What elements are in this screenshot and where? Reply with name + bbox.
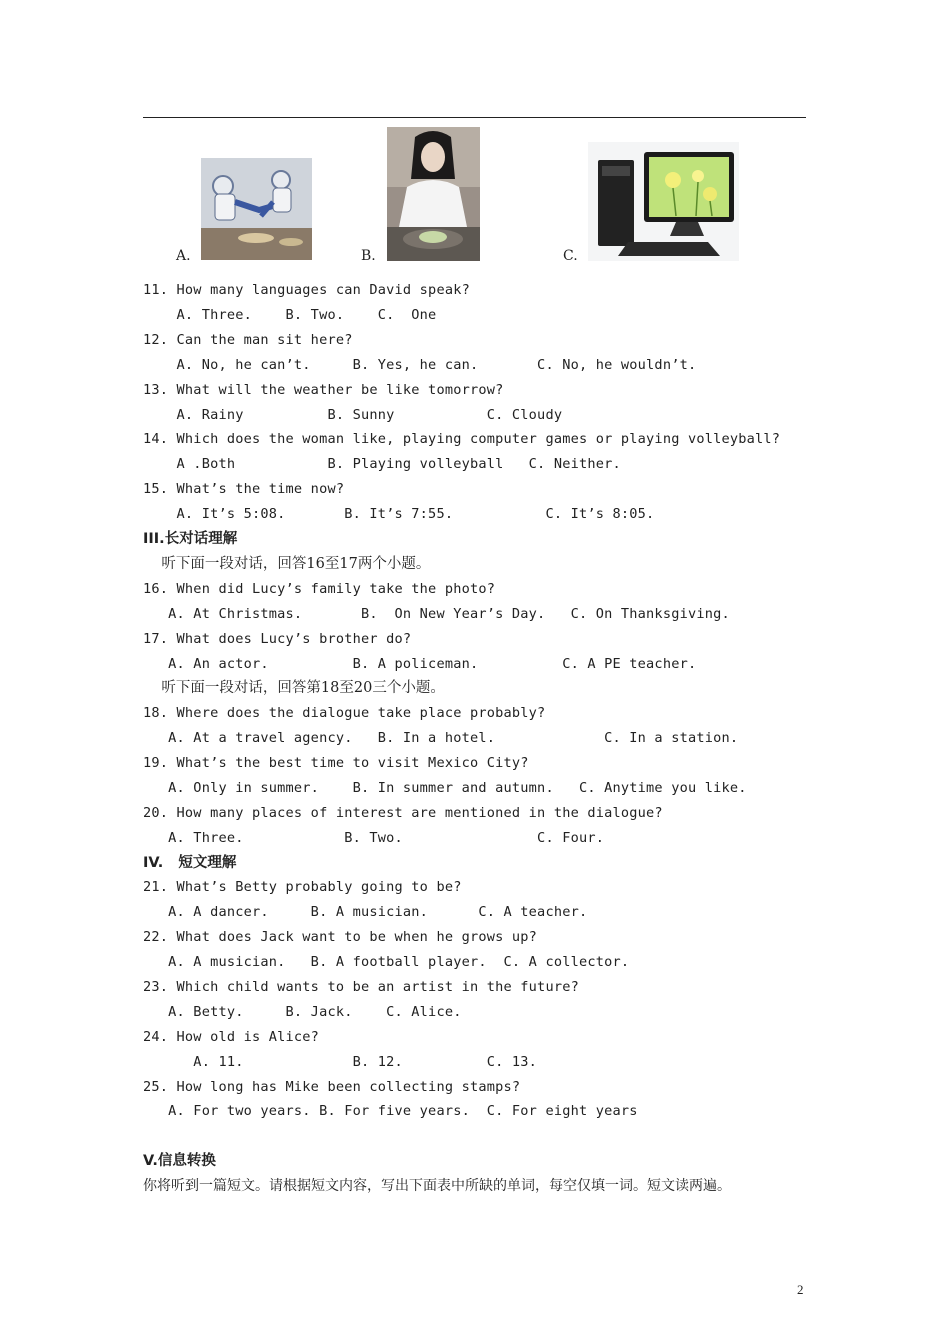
question-15: 15. What’s the time now? [143,481,345,497]
desktop-computer-image [588,142,739,261]
options-25: A. For two years. B. For five years. C. For eight years [143,1103,638,1119]
question-18: 18. Where does the dialogue take place probably? [143,705,546,721]
option-b-label: B. [361,248,376,264]
question-17: 17. What does Lucy’s brother do? [143,631,412,647]
options-19: A. Only in summer. B. In summer and autumn. C. Anytime you like. [143,780,747,796]
header-rule [143,117,806,118]
question-24: 24. How old is Alice? [143,1029,320,1045]
question-25: 25. How long has Mike been collecting stamps? [143,1079,521,1095]
question-20: 20. How many places of interest are mentioned in the dialogue? [143,805,663,821]
options-18: A. At a travel agency. B. In a hotel. C. In a station. [143,730,739,746]
section-iii-heading: III.长对话理解 [143,531,238,547]
question-23: 23. Which child wants to be an artist in the future? [143,979,579,995]
options-16: A. At Christmas. B. On New Year’s Day. C. On Thanksgiving. [143,606,730,622]
options-21: A. A dancer. B. A musician. C. A teacher. [143,904,588,920]
question-19: 19. What’s the best time to visit Mexico City? [143,755,529,771]
options-14: A .Both B. Playing volleyball C. Neither. [143,456,621,472]
options-13: A. Rainy B. Sunny C. Cloudy [143,407,563,423]
option-c-label: C. [563,248,578,264]
question-12: 12. Can the man sit here? [143,332,353,348]
question-16: 16. When did Lucy’s family take the photo? [143,581,496,597]
options-11: A. Three. B. Two. C. One [143,307,437,323]
question-21: 21. What’s Betty probably going to be? [143,879,462,895]
question-14: 14. Which does the woman like, playing computer games or playing volleyball? [143,431,781,447]
options-17: A. An actor. B. A policeman. C. A PE teacher. [143,656,697,672]
question-22: 22. What does Jack want to be when he grows up? [143,929,538,945]
section-v-heading: V.信息转换 [143,1153,216,1169]
section-iii-instruction-1: 听下面一段对话，回答16至17两个小题。 [143,556,431,572]
options-12: A. No, he can’t. B. Yes, he can. C. No, he wouldn’t. [143,357,697,373]
section-iii-instruction-2: 听下面一段对话，回答第18至20三个小题。 [143,680,445,696]
section-v-instruction: 你将听到一篇短文。请根据短文内容，写出下面表中所缺的单词，每空仅填一词。短文读两遍。 [143,1178,731,1194]
section-iv-heading: IV. 短文理解 [143,855,237,871]
options-24: A. 11. B. 12. C. 13. [143,1054,538,1070]
robot-cooking-image [201,158,312,260]
options-20: A. Three. B. Two. C. Four. [143,830,605,846]
options-15: A. It’s 5:08. B. It’s 7:55. C. It’s 8:05. [143,506,655,522]
option-a-label: A. [176,248,191,264]
options-22: A. A musician. B. A football player. C. A collector. [143,954,630,970]
question-13: 13. What will the weather be like tomorrow? [143,382,504,398]
page-number: 2 [797,1282,804,1297]
woman-cooking-image [387,127,480,261]
question-11: 11. How many languages can David speak? [143,282,470,298]
options-23: A. Betty. B. Jack. C. Alice. [143,1004,462,1020]
